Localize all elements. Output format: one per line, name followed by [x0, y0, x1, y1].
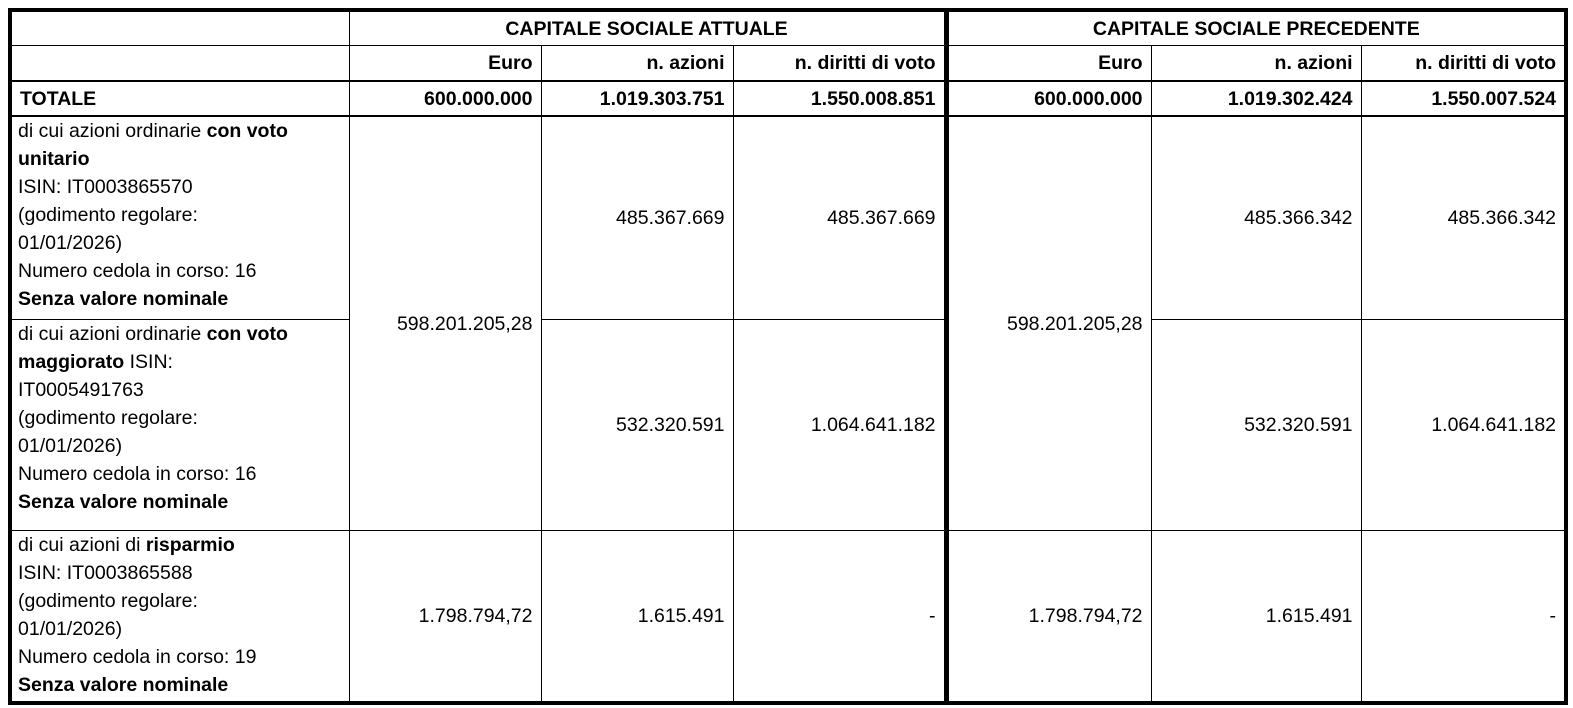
- empty-corner-cell: [10, 10, 349, 46]
- total-row: [10, 81, 1566, 116]
- share-class-description: di cui azioni ordinarie con voto maggiorato ISIN: IT0005491763 (godimento regolare: 01/01/2026) Numero cedola in corso: 16 Senza valore nominale: [10, 320, 349, 531]
- col-header-shares-current: n. azioni: [541, 46, 733, 82]
- share-class-description: di cui azioni ordinarie con voto unitario ISIN: IT0003865570 (godimento regolare: 01/01/2026) Numero cedola in corso: 16 Senza valore nominale: [10, 116, 349, 320]
- euro-current: 1.798.794,72: [349, 531, 541, 704]
- total-shares-current: 1.019.303.751: [541, 81, 733, 116]
- current-capital-header: CAPITALE SOCIALE ATTUALE: [349, 10, 946, 46]
- share-class-description: di cui azioni di risparmio ISIN: IT0003865588 (godimento regolare: 01/01/2026) Numero cedola in corso: 19 Senza valore nominale: [10, 531, 349, 704]
- previous-capital-header: CAPITALE SOCIALE PRECEDENTE: [946, 10, 1566, 46]
- shares-previous: 1.615.491: [1151, 531, 1361, 704]
- total-votes-current: 1.550.008.851: [733, 81, 946, 116]
- shares-current: 1.615.491: [541, 531, 733, 704]
- ordinary-euro-previous: 598.201.205,28: [946, 116, 1151, 531]
- table-row: [10, 531, 1566, 704]
- table-row: [10, 116, 1566, 320]
- shares-previous: 485.366.342: [1151, 116, 1361, 320]
- total-votes-previous: 1.550.007.524: [1361, 81, 1566, 116]
- col-header-votes-previous: n. diritti di voto: [1361, 46, 1566, 82]
- total-shares-previous: 1.019.302.424: [1151, 81, 1361, 116]
- votes-previous: 1.064.641.182: [1361, 320, 1566, 531]
- shares-previous: 532.320.591: [1151, 320, 1361, 531]
- votes-current: -: [733, 531, 946, 704]
- shares-current: 532.320.591: [541, 320, 733, 531]
- votes-current: 1.064.641.182: [733, 320, 946, 531]
- total-label: TOTALE: [10, 81, 349, 116]
- empty-header-cell: [10, 46, 349, 82]
- ordinary-euro-current: 598.201.205,28: [349, 116, 541, 531]
- total-euro-previous: 600.000.000: [946, 81, 1151, 116]
- euro-previous: 1.798.794,72: [946, 531, 1151, 704]
- col-header-euro-previous: Euro: [946, 46, 1151, 82]
- share-capital-table: [8, 8, 1568, 705]
- total-euro-current: 600.000.000: [349, 81, 541, 116]
- column-header-row: [10, 46, 1566, 82]
- table-row: [10, 320, 1566, 531]
- col-header-euro-current: Euro: [349, 46, 541, 82]
- col-header-votes-current: n. diritti di voto: [733, 46, 946, 82]
- votes-previous: 485.366.342: [1361, 116, 1566, 320]
- col-header-shares-previous: n. azioni: [1151, 46, 1361, 82]
- votes-current: 485.367.669: [733, 116, 946, 320]
- group-header-row: [10, 10, 1566, 46]
- votes-previous: -: [1361, 531, 1566, 704]
- shares-current: 485.367.669: [541, 116, 733, 320]
